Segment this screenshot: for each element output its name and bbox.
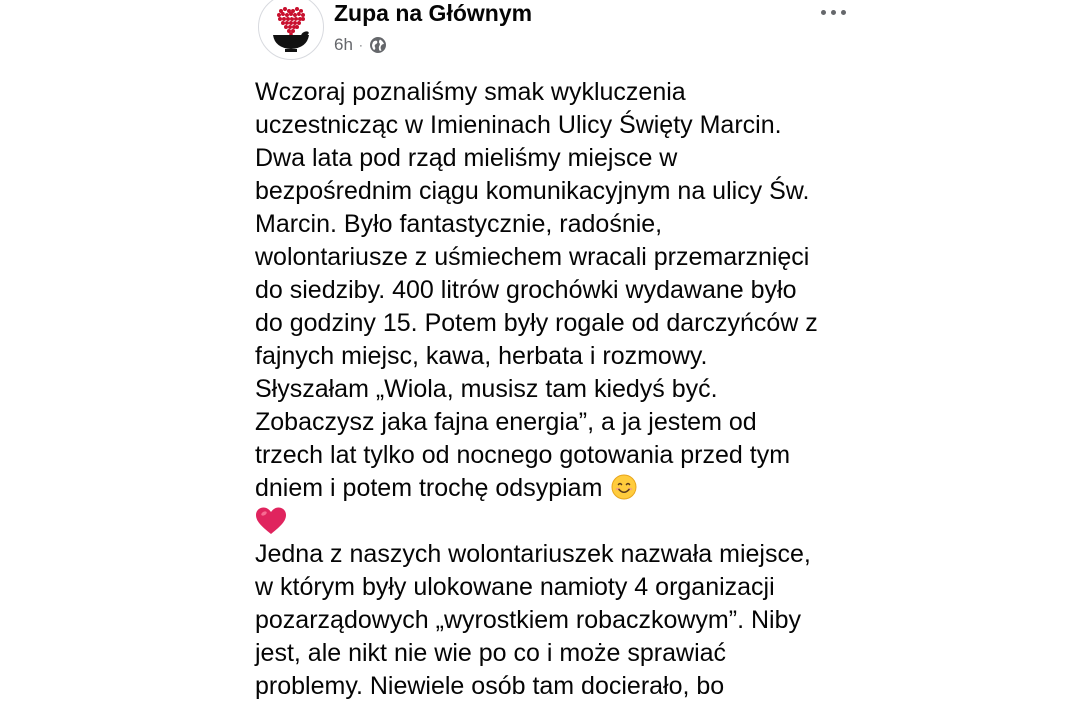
message-line: Słyszałam „Wiola, musisz tam kiedyś być. [255, 375, 718, 403]
more-horizontal-icon [821, 10, 826, 15]
message-line: Jedna z naszych wolontariuszek nazwała miejsce, [255, 540, 811, 568]
message-line: wolontariusze z uśmiechem wracali przemarznięci [255, 243, 810, 271]
message-line: bezpośrednim ciągu komunikacyjnym na ulicy Św. [255, 177, 810, 205]
message-line: Marcin. Było fantastycznie, radośnie, [255, 210, 663, 238]
post-message [255, 76, 875, 702]
page-name-link[interactable]: Zupa na Głównym [334, 0, 533, 26]
heart-bowl-logo-icon [259, 0, 323, 59]
page-avatar[interactable] [258, 0, 324, 60]
smiling-face-emoji-icon [611, 474, 637, 500]
message-line: Zobaczysz jaka fajna energia”, a ja jestem od [255, 408, 757, 436]
message-line: Wczoraj poznaliśmy smak wykluczenia [255, 78, 686, 106]
message-line: problemy. Niewiele osób tam docierało, bo [255, 672, 725, 700]
post-timestamp[interactable]: 6h [334, 35, 353, 54]
meta-separator: · [358, 38, 363, 52]
message-line: trzech lat tylko od nocnego gotowania przed tym [255, 441, 791, 469]
message-line: uczestnicząc w Imieninach Ulicy Święty Marcin. [255, 111, 782, 139]
message-line: fajnych miejsc, kawa, herbata i rozmowy. [255, 342, 708, 370]
globe-icon[interactable] [369, 36, 387, 54]
post-meta [334, 34, 387, 56]
message-line: Dwa lata pod rząd mieliśmy miejsce w [255, 144, 678, 172]
message-line: pozarządowych „wyrostkiem robaczkowym”. Niby [255, 606, 801, 634]
message-line: w którym były ulokowane namioty 4 organizacji [255, 573, 775, 601]
message-line-last [255, 472, 875, 505]
message-line: jest, ale nikt nie wie po co i może sprawiać [255, 639, 727, 667]
message-line-text: dniem i potem trochę odsypiam [255, 474, 603, 502]
more-options-button[interactable] [810, 0, 856, 24]
message-line: do godziny 15. Potem były rogale od darczyńców z [255, 309, 818, 337]
message-line: do siedziby. 400 litrów grochówki wydawane było [255, 276, 797, 304]
red-heart-emoji-icon [255, 506, 287, 536]
